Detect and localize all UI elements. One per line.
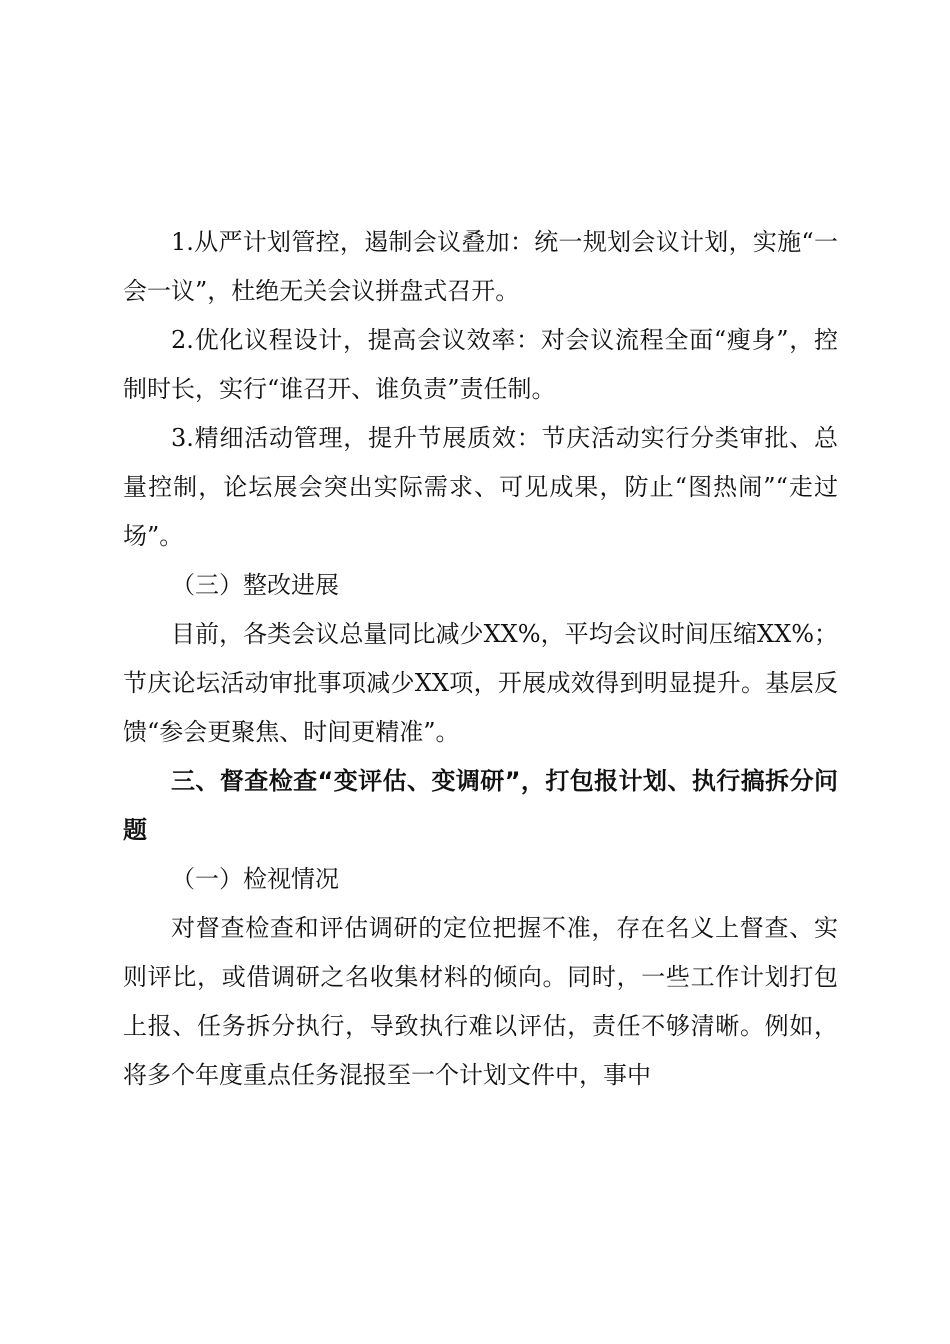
- document-body: [123, 218, 838, 1100]
- paragraph-progress: 目前，各类会议总量同比减少XX%，平均会议时间压缩XX%；节庆论坛活动审批事项减少XX项，开展成效得到明显提升。基层反馈“参会更聚焦、时间更精准”。: [123, 620, 838, 746]
- subheading-inspection: （一）检视情况: [171, 865, 339, 893]
- paragraph-measure-1: 1.从严计划管控，遏制会议叠加：统一规划会议计划，实施“一会一议”，杜绝无关会议拼盘式召开。: [123, 228, 838, 305]
- paragraph-measure-3: 3.精细活动管理，提升节展质效：节庆活动实行分类审批、总量控制，论坛展会突出实际需求、可见成果，防止“图热闹”“走过场”。: [123, 424, 838, 550]
- section-heading-3: 三、督查检查“变评估、变调研”，打包报计划、执行搞拆分问题: [123, 767, 838, 844]
- paragraph-measure-2: 2.优化议程设计，提高会议效率：对会议流程全面“瘦身”，控制时长，实行“谁召开、谁负责”责任制。: [123, 326, 838, 403]
- paragraph-inspection: 对督查检查和评估调研的定位把握不准，存在名义上督查、实则评比，或借调研之名收集材料的倾向。同时，一些工作计划打包上报、任务拆分执行，导致执行难以评估，责任不够清晰。例如，将多个年度重点任务混报至一个计划文件中，事中: [123, 914, 838, 1089]
- subheading-rectification-progress: （三）整改进展: [171, 571, 339, 599]
